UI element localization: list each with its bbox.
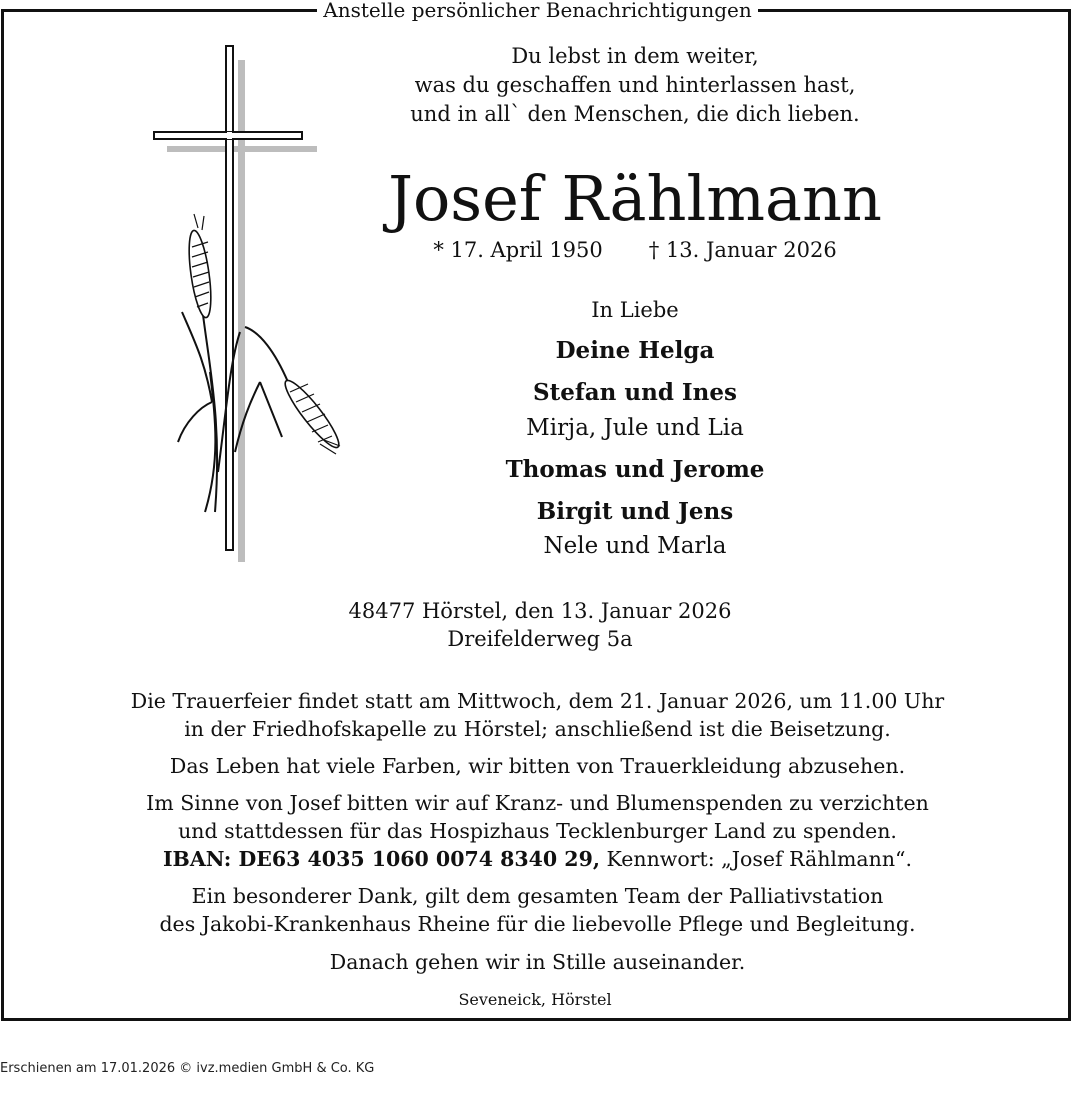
address-line: Dreifelderweg 5a [447,627,633,651]
publication-footer: Erschienen am 17.01.2026 © ivz.medien GmbH & Co. KG [0,1061,375,1076]
notice-line: in der Friedhofskapelle zu Hörstel; anschließend ist die Beisetzung. [184,717,891,741]
family-intro: In Liebe [591,298,679,322]
header-banner [0,0,1075,21]
notice-line: Im Sinne von Josef bitten wir auf Kranz- und Blumenspenden zu verzichten [146,791,929,815]
family-line: Stefan und Ines [533,379,737,406]
family-line: Thomas und Jerome [505,456,765,483]
poem [370,42,900,129]
donation-notice [60,789,1015,873]
life-dates [370,236,900,264]
signature: Seveneick, Hörstel [458,990,612,1009]
family-line: Birgit und Jens [536,498,734,525]
ceremony-notice [60,687,1015,743]
iban-line [60,845,1015,873]
closing-line: Danach gehen wir in Stille auseinander. [329,950,746,974]
poem-line: was du geschaffen und hinterlassen hast, [414,73,856,97]
deceased-name: Josef Rählmann [388,162,882,235]
thanks-notice [60,882,1015,938]
birth-date: * 17. April 1950 [433,238,603,262]
notice-line: und stattdessen für das Hospizhaus Tecklenburger Land zu spenden. [178,819,897,843]
notice-line: Die Trauerfeier findet statt am Mittwoch, dem 21. Januar 2026, um 11.00 Uhr [130,689,945,713]
cross-with-wheat-icon [150,42,350,567]
poem-line: Du lebst in dem weiter, [511,44,759,68]
notice-line: des Jakobi-Krankenhaus Rheine für die liebevolle Pflege und Begleitung. [159,912,916,936]
iban: IBAN: DE63 4035 1060 0074 8340 29, [162,847,600,871]
header-title: Anstelle persönlicher Benachrichtigungen [317,0,757,22]
family-line: Mirja, Jule und Lia [526,415,744,441]
place-line: 48477 Hörstel, den 13. Januar 2026 [348,599,732,623]
death-date: † 13. Januar 2026 [648,238,837,262]
place-date [300,597,780,653]
family-line: Deine Helga [555,337,715,364]
poem-line: und in all` den Menschen, die dich lieben. [410,102,860,126]
donation-keyword: Kennwort: „Josef Rählmann“. [599,847,913,871]
family-line: Nele und Marla [543,533,727,559]
notice-line: Ein besonderer Dank, gilt dem gesamten Team der Palliativstation [191,884,884,908]
dress-notice: Das Leben hat viele Farben, wir bitten von Trauerkleidung abzusehen. [169,754,906,778]
